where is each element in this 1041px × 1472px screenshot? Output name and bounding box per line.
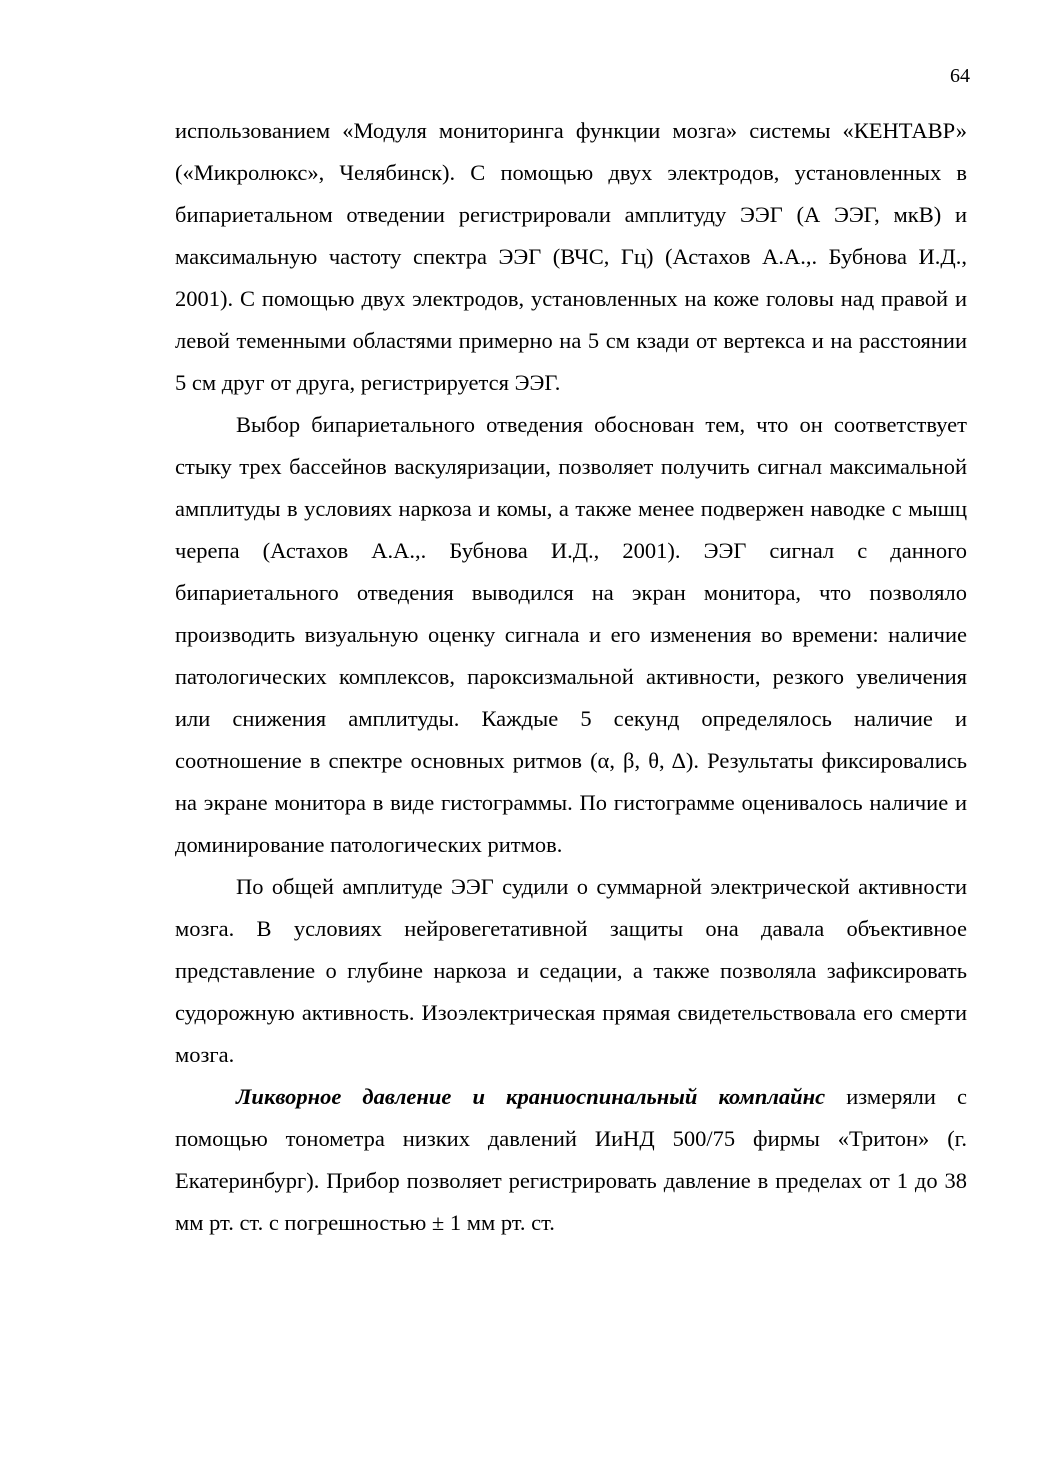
page-number: 64: [950, 65, 970, 87]
paragraph-eeg-method: использованием «Модуля мониторинга функции мозга» системы «КЕНТАВР» («Микролюкс», Челябинск). С помощью двух электродов, установленных в бипариетальном отведении регистрировали амплитуду ЭЭГ (А ЭЭГ, мкВ) и максимальную частоту спектра ЭЭГ (ВЧС, Гц) (Астахов А.А.,. Бубнова И.Д., 2001). С помощью двух электродов, установленных на коже головы над правой и левой теменными областями примерно на 5 см кзади от вертекса и на расстоянии 5 см друг от друга, регистрируется ЭЭГ.: [175, 118, 967, 395]
paragraph-csf-pressure: [175, 1076, 967, 1244]
paragraph-eeg-amplitude: По общей амплитуде ЭЭГ судили о суммарной электрической активности мозга. В условиях нейровегетативной защиты она давала объективное представление о глубине наркоза и седации, а также позволяла зафиксировать судорожную активность. Изоэлектрическая прямая свидетельствовала его смерти мозга.: [175, 874, 967, 1067]
paragraph-text: измеряли с помощью тонометра низких давлений ИиНД 500/75 фирмы «Тритон» (г. Екатеринбург). Прибор позволяет регистрировать давление в пределах от 1 до 38 мм рт. ст. с погрешностью ± 1 мм рт. ст.: [175, 1084, 967, 1235]
paragraph-bipariental-lead: Выбор бипариетального отведения обоснован тем, что он соответствует стыку трех бассейнов васкуляризации, позволяет получить сигнал максимальной амплитуды в условиях наркоза и комы, а также менее подвержен наводке с мышц черепа (Астахов А.А.,. Бубнова И.Д., 2001). ЭЭГ сигнал с данного бипариетального отведения выводился на экран монитора, что позволяло производить визуальную оценку сигнала и его изменения во времени: наличие патологических комплексов, пароксизмальной активности, резкого увеличения или снижения амплитуды. Каждые 5 секунд определялось наличие и соотношение в спектре основных ритмов (α, β, θ, Δ). Результаты фиксировались на экране монитора в виде гистограммы. По гистограмме оценивалось наличие и доминирование патологических ритмов.: [175, 412, 967, 857]
document-body: [175, 110, 967, 1244]
section-term: Ликворное давление и краниоспинальный комплайнс: [236, 1084, 826, 1109]
